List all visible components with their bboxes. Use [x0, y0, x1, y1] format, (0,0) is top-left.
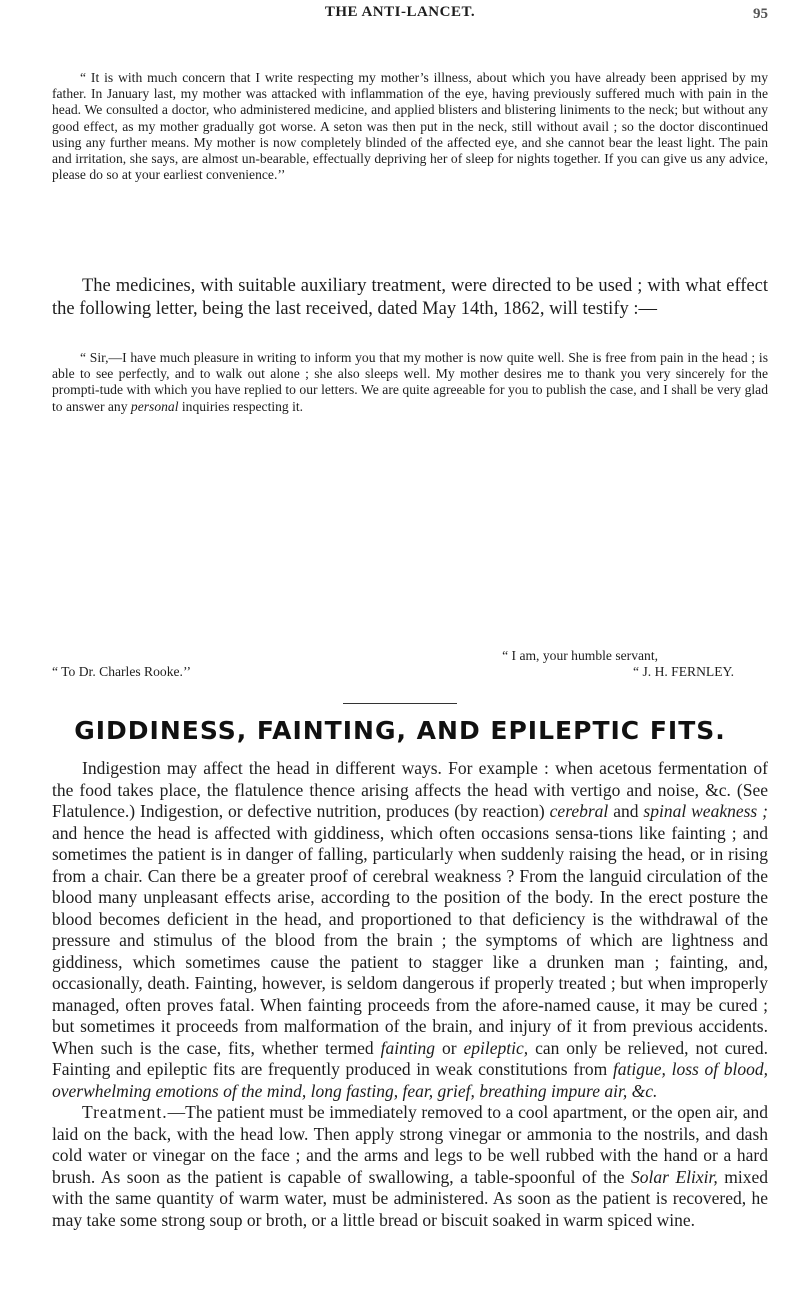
letter-2-closing: “ I am, your humble servant, — [502, 648, 658, 663]
page-number: 95 — [753, 6, 768, 22]
emphasis-spinal-weakness: spinal weakness ; — [643, 801, 768, 821]
letter-2-text-a: “ Sir,—I have much pleasure in writing to inform you that my mother is now quite well. She is free from pain in the head ; is able to see perfectly, and to walk out alone ; she also sleeps well. My mother desires me to thank you very sincerely for the prompti-tude with which you have replied to our letters. We are quite agreeable for you to publish the case, and I shall be very glad to answer any — [52, 350, 768, 414]
letter-2-text-b: inquiries respecting it. — [178, 398, 304, 414]
running-head — [0, 4, 800, 28]
patient-letter-1 — [52, 70, 768, 183]
body-paragraph-1 — [52, 758, 768, 1102]
emphasis-solar-elixir: Solar Elixir, — [631, 1166, 718, 1187]
body-text-1e: can only be relieved, not cured. Fainting and epileptic fits are frequently produced in weak constitutions from — [52, 1037, 769, 1079]
running-title: THE ANTI-LANCET. — [324, 4, 476, 20]
intro-paragraph: The medicines, with suitable auxiliary treatment, were directed to be used ; with what effect the following letter, being the last received, dated May 14th, 1862, will testify :— — [52, 276, 768, 319]
body-text-2a: —The patient must be immediately removed to a cool apartment, or the open air, and laid on the back, with the head low. Then apply strong vinegar or ammonia to the nostrils, and dash cold water or vinegar on the face ; and the arms and legs to be well rubbed with the hand or a hard brush. As soon as the patient is capable of swallowing, a table-spoonful of the — [52, 1102, 768, 1187]
letter-2-addressee: “ To Dr. Charles Rooke.’’ — [52, 664, 191, 679]
intro-paragraph-block — [52, 275, 768, 320]
patient-letter-2 — [52, 350, 768, 415]
letter-1-paragraph: “ It is with much concern that I write respecting my mother’s illness, about which you have already been apprised by my father. In January last, my mother was attacked with inflammation of the eye, having previously suffered much with pain in the head. We consulted a doctor, who administered medicine, and applied blisters and blistering liniments to the neck; but without any good effect, as my mother gradually got worse. A seton was then put in the neck, still without avail ; so the doctor discontinued using any further means. My mother is now completely blinded of the affected eye, and she cannot bear the least light. The pain and irritation, she says, are almost un-bearable, effectually depriving her of sleep for nights together. If you can give us any advice, please do so at your earliest convenience.’’ — [52, 70, 768, 183]
body-text-2b: mixed with the same quantity of warm water, must be administered. As soon as the patient is recovered, he may take some strong soup or broth, or a little bread or biscuit soaked in warm spiced wine. — [52, 1166, 768, 1230]
treatment-label: Treatment. — [82, 1102, 168, 1122]
section-divider — [343, 703, 457, 704]
section-heading: GIDDINESS, FAINTING, AND EPILEPTIC FITS. — [74, 716, 726, 745]
emphasis-cerebral: cerebral — [549, 801, 609, 821]
emphasis-epileptic: epileptic, — [463, 1037, 529, 1058]
body-text-1c: and hence the head is affected with giddiness, which often occasions sensa-tions like fainting ; and sometimes the patient is in danger of falling, particularly when suddenly raising the head, or in rising from a chair. Can there be a greater proof of cerebral weakness ? From the languid circulation of the blood many unpleasant effects arise, according to the position of the body. In the erect posture the blood becomes deficient in the head, and proportioned to that deficiency is the withdrawal of the pressure and stimulus of the blood from the brain ; the symptoms of which are lightness and giddiness, which sometimes cause the patient to stagger like a drunken man ; fainting, and, occasionally, death. Fainting, however, is seldom dangerous if properly treated ; but when improperly managed, often proves fatal. When fainting proceeds from the afore-named cause, it may be cured ; but sometimes it proceeds from malformation of the brain, and injury of it from previous accidents. When such is the case, fits, whether termed — [52, 822, 768, 1058]
letter-2-paragraph — [52, 350, 768, 415]
body-paragraph-2 — [52, 1102, 768, 1231]
body-text-1b: and — [608, 801, 644, 821]
emphasis-fainting: fainting — [380, 1037, 436, 1058]
emphasis-causes: fatigue, loss of blood, overwhelming emotions of the mind, long fasting, fear, grief, breathing impure air, &c. — [52, 1059, 768, 1101]
letter-2-signature: “ J. H. FERNLEY. — [633, 664, 734, 679]
body-text-1d: or — [435, 1037, 464, 1058]
body-text-1a: Indigestion may affect the head in different ways. For example : when acetous fermentation of the food takes place, the flatulence thence arising affects the head with vertigo and noise, &c. (See Flatulence.) Indigestion, or defective nutrition, produces (by reaction) — [52, 758, 768, 821]
letter-2-emphasis: personal — [130, 398, 179, 414]
section-body — [52, 758, 768, 1231]
